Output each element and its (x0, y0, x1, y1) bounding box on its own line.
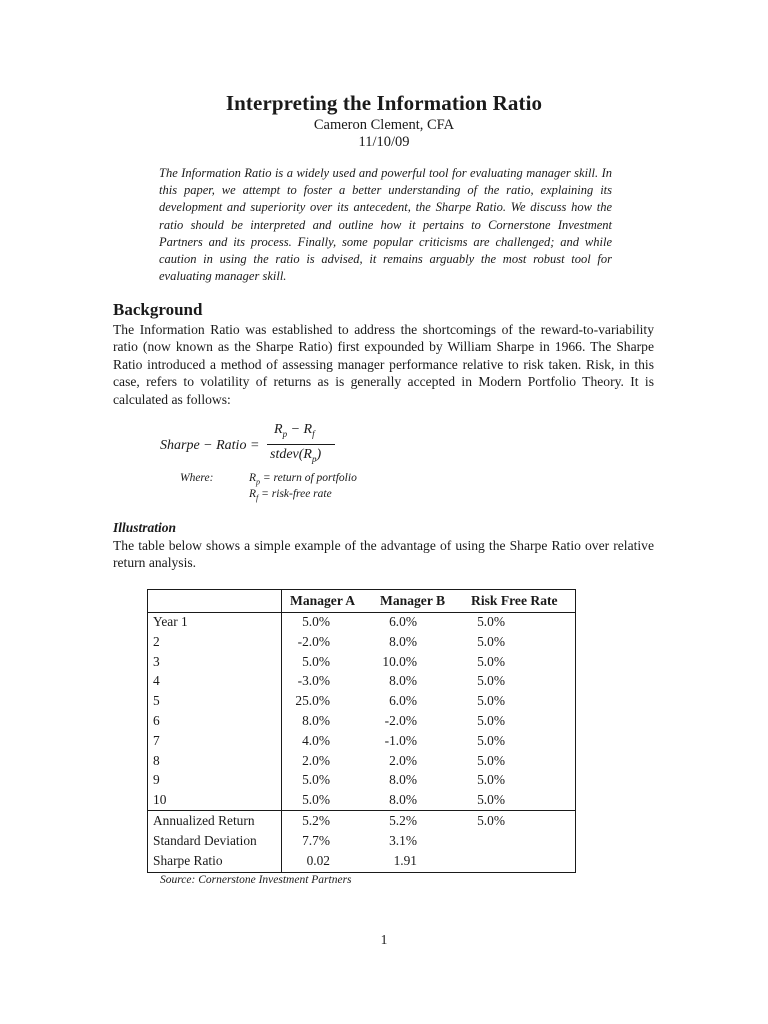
table-cell: 5.0% (477, 614, 505, 629)
table-column-rule (281, 590, 282, 872)
table-cell: -3.0% (297, 673, 330, 689)
table-cell: 7.7% (302, 832, 330, 848)
table-cell: 5.0% (477, 673, 505, 689)
table-cell: 8.0% (389, 792, 417, 808)
table-cell: 5.0% (477, 693, 505, 709)
table-cell: 6 (153, 713, 160, 728)
table-cell: 8.0% (389, 673, 417, 689)
table-cell: 5.0% (477, 732, 505, 748)
table-cell: 5.0% (477, 752, 505, 768)
background-paragraph: The Information Ratio was established to address the shortcomings of the reward-to-variability ratio (now known as the Sharpe Ratio) first expounded by William Sharpe in 1966. The Sharpe Ratio introduced a method of assessing manager performance relative to risk taken. Risk, in this case, refers to volatility of returns as is generally accepted in Modern Portfolio Theory. It is calculated as follows: (113, 322, 654, 407)
table-cell: 3.1% (389, 832, 417, 848)
table-cell: 4 (153, 673, 160, 689)
table-cell: 5.0% (302, 772, 330, 788)
table-cell: 2.0% (389, 752, 417, 768)
document-date: 11/10/09 (358, 134, 410, 150)
table-cell: 0.02 (306, 852, 330, 868)
table-cell: -2.0% (384, 713, 417, 728)
table-header-cell: Manager A (290, 593, 356, 608)
table-cell: Annualized Return (153, 813, 255, 828)
table-cell: 8 (153, 752, 160, 768)
formula-lhs: Sharpe − Ratio = (160, 438, 260, 453)
table-cell: 5.0% (302, 614, 330, 629)
table-cell: 5.0% (302, 792, 330, 808)
table-header-cell: Risk Free Rate (471, 593, 558, 608)
table-cell: 5.2% (389, 813, 417, 828)
table-cell: 5.0% (477, 653, 505, 669)
document-title: Interpreting the Information Ratio (225, 91, 543, 115)
table-header-rule (148, 612, 575, 613)
table-cell: 7 (153, 732, 160, 748)
table-cell: 5.0% (477, 813, 505, 828)
subheading-illustration: Illustration (113, 520, 177, 535)
where-label: Where: (180, 472, 214, 484)
table-cell: 5.0% (302, 653, 330, 669)
table-cell: 8.0% (389, 633, 417, 649)
table-cell: 10.0% (382, 653, 417, 669)
table-cell: 3 (153, 653, 160, 669)
table-cell: 5 (153, 693, 160, 709)
table-cell: Sharpe Ratio (153, 852, 223, 868)
table-cell: 5.2% (302, 813, 330, 828)
fraction-bar (267, 444, 335, 445)
table-cell: 25.0% (295, 693, 330, 709)
formula-numerator: $R_p - R_f$ (274, 422, 315, 439)
table-summary-rule (148, 810, 575, 811)
table-cell: 8.0% (389, 772, 417, 788)
document-author: Cameron Clement, CFA (313, 117, 455, 133)
table-cell: 5.0% (477, 633, 505, 649)
table-cell: 5.0% (477, 772, 505, 788)
table-cell: 10 (153, 792, 167, 808)
table-cell: 5.0% (477, 713, 505, 728)
table-cell: 2.0% (302, 752, 330, 768)
abstract: The Information Ratio is a widely used and powerful tool for evaluating manager skill. In this paper, we attempt to foster a better understanding of the ratio, explaining its development and superiority over its antecedent, the Sharpe Ratio. We discuss how the ratio should be interpreted and outline how it pertains to Cornerstone Investment Partners and its process. Finally, some popular criticisms are challenged; and while caution in using the ratio is advised, it remains arguably the most robust tool for evaluating manager skill. (159, 166, 612, 284)
table-cell: Standard Deviation (153, 832, 257, 848)
table-cell: -2.0% (297, 633, 330, 649)
table-cell: 6.0% (389, 693, 417, 709)
table-cell: 6.0% (389, 614, 417, 629)
table-cell: 5.0% (477, 792, 505, 808)
table-source-note: Source: Cornerstone Investment Partners (160, 874, 352, 886)
table-cell: Year 1 (153, 614, 188, 629)
returns-table (147, 589, 576, 873)
table-header-cell: Manager B (380, 593, 446, 608)
table-cell: -1.0% (384, 732, 417, 748)
table-cell: 4.0% (302, 732, 330, 748)
table-cell: 2 (153, 633, 160, 649)
formula-denominator: $stdev(R_p)$ (270, 447, 322, 464)
table-cell: 9 (153, 772, 160, 788)
table-cell: 1.91 (393, 852, 417, 868)
illustration-paragraph: The table below shows a simple example of the advantage of using the Sharpe Ratio over relative return analysis. (113, 538, 654, 571)
where-definition-rf: $R_f$ = risk-free rate (249, 488, 332, 503)
page-number: 1 (380, 932, 388, 947)
table-cell: 8.0% (302, 713, 330, 728)
where-definition-rp: $R_p$ = return of portfolio (249, 472, 357, 487)
section-heading-background: Background (113, 300, 203, 319)
